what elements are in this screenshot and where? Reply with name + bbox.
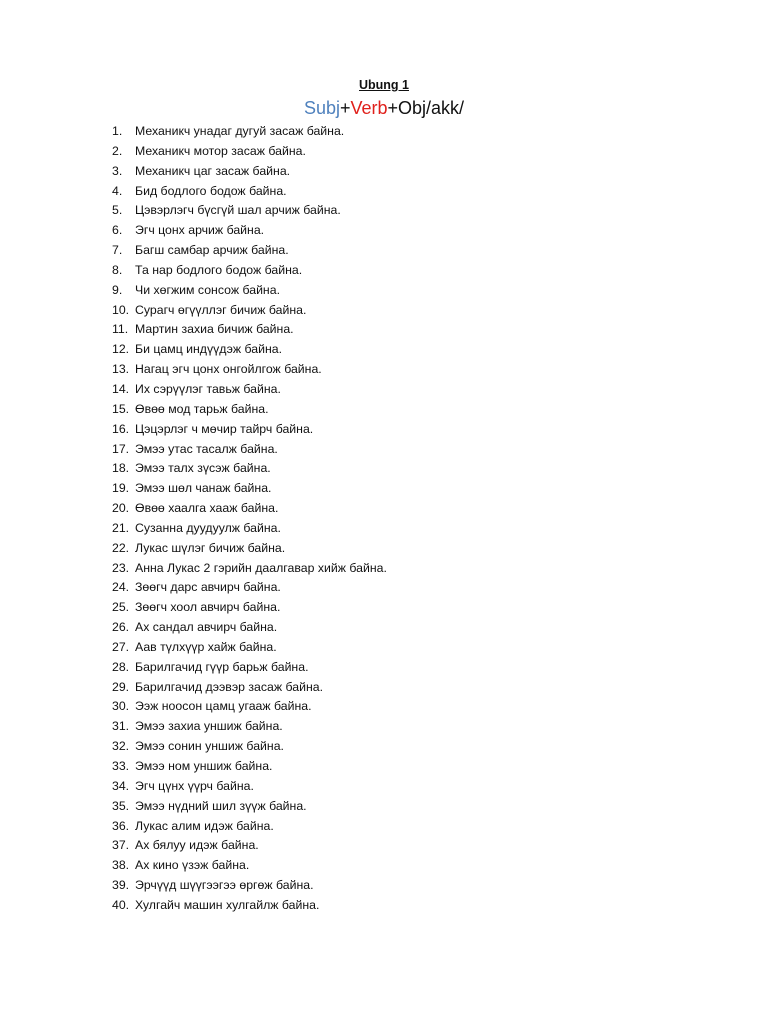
list-item-sentence: Өвөө хаалга хааж байна. bbox=[135, 501, 279, 516]
list-item-sentence: Анна Лукас 2 гэрийн даалгавар хийж байна. bbox=[135, 560, 387, 575]
formula-verb: Verb bbox=[350, 98, 388, 118]
list-item bbox=[0, 737, 768, 757]
list-item-sentence: Механикч мотор засаж байна. bbox=[135, 143, 306, 158]
list-item-number: 1. bbox=[112, 124, 123, 138]
list-item bbox=[0, 777, 768, 797]
list-item-number: 8. bbox=[112, 262, 123, 277]
list-item-sentence: Эмээ талх зүсэж байна. bbox=[135, 461, 271, 476]
list-item bbox=[0, 817, 768, 837]
list-item-sentence: Ах кино үзэж байна. bbox=[135, 858, 250, 873]
list-item-sentence: Эгч цонх арчиж байна. bbox=[135, 223, 265, 238]
list-item-number: 4. bbox=[112, 183, 123, 198]
list-item bbox=[0, 598, 768, 618]
list-item-sentence: Цэвэрлэгч бүсгүй шал арчиж байна. bbox=[135, 203, 341, 218]
list-item-sentence: Эмээ сонин уншиж байна. bbox=[135, 739, 284, 754]
list-item bbox=[0, 122, 768, 142]
exercise-title: Ubung 1 bbox=[359, 78, 409, 92]
list-item bbox=[0, 856, 768, 876]
list-item-number: 39. bbox=[112, 878, 130, 893]
list-item-sentence: Эмээ нүдний шил зүүж байна. bbox=[135, 798, 307, 813]
list-item bbox=[0, 261, 768, 281]
formula-object: +Obj/akk/ bbox=[387, 98, 465, 118]
list-item bbox=[0, 221, 768, 241]
list-item bbox=[0, 340, 768, 360]
list-item bbox=[0, 201, 768, 221]
list-item-number: 3. bbox=[112, 163, 123, 178]
list-item-sentence: Эмээ утас тасалж байна. bbox=[135, 441, 278, 456]
list-item bbox=[0, 797, 768, 817]
list-item-sentence: Барилгачид гүүр барьж байна. bbox=[135, 659, 309, 674]
formula-plus: + bbox=[339, 98, 351, 118]
list-item-sentence: Багш самбар арчиж байна. bbox=[135, 243, 289, 258]
list-item-sentence: Ах бялуу идэж байна. bbox=[135, 838, 259, 853]
list-item-number: 9. bbox=[112, 282, 123, 297]
list-item-sentence: Би цамц индүүдэж байна. bbox=[135, 342, 283, 357]
list-item-number: 2. bbox=[112, 143, 123, 158]
list-item-number: 21. bbox=[112, 520, 130, 535]
list-item bbox=[0, 162, 768, 182]
list-item-number: 19. bbox=[112, 481, 130, 496]
list-item-number: 18. bbox=[112, 461, 130, 476]
list-item-number: 10. bbox=[112, 302, 130, 317]
list-item-number: 7. bbox=[112, 243, 123, 258]
list-item-number: 13. bbox=[112, 362, 130, 377]
list-item-sentence: Механикч унадаг дугуй засаж байна. bbox=[135, 124, 345, 138]
list-item-sentence: Зөөгч хоол авчирч байна. bbox=[135, 600, 281, 615]
list-item-sentence: Барилгачид дээвэр засаж байна. bbox=[135, 679, 323, 694]
grammar-formula bbox=[0, 96, 768, 120]
list-item bbox=[0, 459, 768, 479]
list-item-number: 33. bbox=[112, 759, 130, 773]
list-item bbox=[0, 281, 768, 301]
list-item-number: 31. bbox=[112, 719, 130, 734]
list-item bbox=[0, 380, 768, 400]
list-item bbox=[0, 499, 768, 519]
list-item-sentence: Эрчүүд шүүгээгээ өргөж байна. bbox=[135, 878, 314, 893]
list-item-number: 14. bbox=[112, 381, 130, 396]
list-item-number: 40. bbox=[112, 897, 130, 912]
list-item-number: 6. bbox=[112, 223, 123, 238]
list-item bbox=[0, 142, 768, 162]
list-item-sentence: Ах сандал авчирч байна. bbox=[135, 620, 278, 635]
list-item-number: 34. bbox=[112, 778, 130, 793]
list-item bbox=[0, 896, 768, 916]
list-item-number: 24. bbox=[112, 580, 130, 595]
sentence-list bbox=[0, 122, 768, 916]
list-item-number: 36. bbox=[112, 818, 130, 833]
list-item-sentence: Өвөө мод тарьж байна. bbox=[135, 401, 269, 416]
list-item-number: 29. bbox=[112, 679, 130, 694]
list-item-number: 5. bbox=[112, 203, 123, 218]
list-item-sentence: Лукас алим идэж байна. bbox=[135, 818, 274, 833]
list-item-number: 22. bbox=[112, 540, 130, 555]
list-item bbox=[0, 400, 768, 420]
list-item bbox=[0, 539, 768, 559]
list-item-number: 11. bbox=[112, 322, 129, 337]
list-item bbox=[0, 559, 768, 579]
list-item-sentence: Чи хөгжим сонсож байна. bbox=[135, 282, 280, 297]
formula-subject: Subj bbox=[303, 98, 340, 118]
list-item bbox=[0, 757, 768, 777]
list-item-sentence: Аав түлхүүр хайж байна. bbox=[135, 639, 277, 654]
list-item-sentence: Ээж ноосон цамц угааж байна. bbox=[135, 699, 312, 714]
list-item-number: 25. bbox=[112, 600, 130, 615]
list-item-number: 12. bbox=[112, 342, 130, 357]
list-item bbox=[0, 182, 768, 202]
list-item bbox=[0, 876, 768, 896]
list-item-number: 26. bbox=[112, 620, 130, 635]
list-item-number: 30. bbox=[112, 699, 130, 714]
list-item bbox=[0, 638, 768, 658]
list-item-sentence: Эмээ ном уншиж байна. bbox=[135, 759, 273, 773]
list-item-sentence: Бид бодлого бодож байна. bbox=[135, 183, 287, 198]
list-item-sentence: Механикч цаг засаж байна. bbox=[135, 163, 291, 178]
list-item bbox=[0, 519, 768, 539]
list-item-sentence: Лукас шүлэг бичиж байна. bbox=[135, 540, 286, 555]
list-item bbox=[0, 241, 768, 261]
list-item bbox=[0, 360, 768, 380]
list-item-number: 35. bbox=[112, 798, 130, 813]
list-item-sentence: Та нар бодлого бодож байна. bbox=[135, 262, 303, 277]
list-item bbox=[0, 678, 768, 698]
list-item-sentence: Эгч цүнх үүрч байна. bbox=[135, 778, 254, 793]
list-item-sentence: Нагац эгч цонх онгойлгож байна. bbox=[135, 362, 322, 377]
list-item bbox=[0, 618, 768, 638]
list-item-sentence: Хулгайч машин хулгайлж байна. bbox=[135, 897, 320, 912]
list-item bbox=[0, 658, 768, 678]
list-item-number: 28. bbox=[112, 659, 130, 674]
list-item-sentence: Цэцэрлэг ч мөчир тайрч байна. bbox=[135, 421, 314, 436]
list-item bbox=[0, 440, 768, 460]
list-item bbox=[0, 836, 768, 856]
list-item-sentence: Зөөгч дарс авчирч байна. bbox=[135, 580, 281, 595]
list-item bbox=[0, 320, 768, 340]
list-item-sentence: Эмээ шөл чанаж байна. bbox=[135, 481, 272, 496]
list-item bbox=[0, 420, 768, 440]
list-item bbox=[0, 578, 768, 598]
list-item-sentence: Эмээ захиа уншиж байна. bbox=[135, 719, 283, 734]
list-item-number: 16. bbox=[112, 421, 130, 436]
list-item-sentence: Их сэрүүлэг тавьж байна. bbox=[135, 381, 281, 396]
list-item bbox=[0, 301, 768, 321]
list-item-sentence: Сурагч өгүүллэг бичиж байна. bbox=[135, 302, 307, 317]
list-item-number: 20. bbox=[112, 501, 130, 516]
list-item-sentence: Сузанна дуудуулж байна. bbox=[135, 520, 281, 535]
list-item-number: 15. bbox=[112, 401, 130, 416]
list-item-number: 37. bbox=[112, 838, 130, 853]
list-item-number: 17. bbox=[112, 441, 130, 456]
list-item-number: 38. bbox=[112, 858, 130, 873]
list-item-number: 32. bbox=[112, 739, 130, 754]
list-item-number: 27. bbox=[112, 639, 130, 654]
list-item-sentence: Мартин захиа бичиж байна. bbox=[135, 322, 294, 337]
list-item-number: 23. bbox=[112, 560, 130, 575]
list-item bbox=[0, 697, 768, 717]
list-item bbox=[0, 717, 768, 737]
list-item bbox=[0, 479, 768, 499]
